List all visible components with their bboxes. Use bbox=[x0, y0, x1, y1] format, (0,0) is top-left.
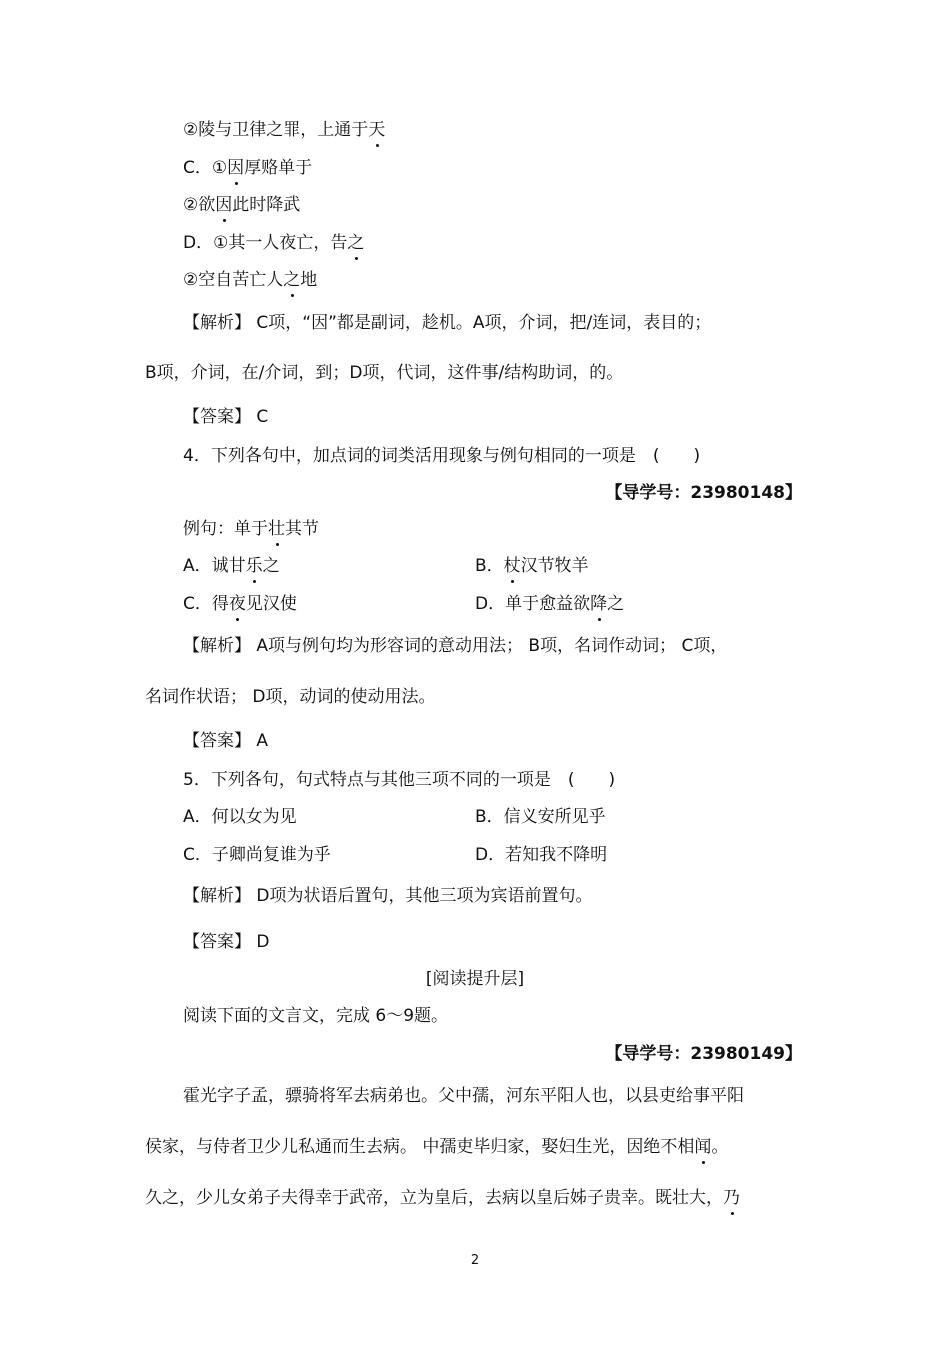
dotted-char: 因 bbox=[215, 195, 233, 215]
text: ②欲 bbox=[183, 195, 216, 215]
option-5d: D．若知我不降明 bbox=[475, 845, 608, 865]
text: 例句：单于 bbox=[183, 519, 268, 539]
answer-3: 【答案】 C bbox=[183, 407, 269, 427]
option-4d bbox=[475, 593, 624, 615]
analysis-5: 【解析】 D项为状语后置句，其他三项为宾语前置句。 bbox=[183, 886, 593, 906]
dotted-char: 闻 bbox=[694, 1137, 712, 1157]
dotted-char: 之 bbox=[283, 270, 301, 290]
option-d-line-1 bbox=[183, 232, 364, 254]
text: A．诚甘 bbox=[183, 556, 246, 576]
section-heading: [阅读提升层] bbox=[425, 969, 525, 989]
reading-instruction: 阅读下面的文言文，完成 6～9题。 bbox=[183, 1006, 449, 1026]
dotted-char: 天 bbox=[368, 120, 386, 140]
guide-number-2: 【导学号：23980149】 bbox=[605, 1044, 802, 1064]
option-4b bbox=[475, 555, 589, 577]
text: 此时降武 bbox=[232, 195, 301, 215]
option-5b: B．信义安所见乎 bbox=[475, 807, 606, 827]
text: 厚赂单于 bbox=[244, 158, 313, 178]
analysis-4-line-2: 名词作状语； D项，动词的使动用法。 bbox=[145, 687, 436, 707]
text: 汉节牧羊 bbox=[520, 556, 589, 576]
analysis-3-line-2: B项，介词，在/介词，到；D项，代词，这件事/结构助词，的。 bbox=[145, 363, 624, 383]
option-d-line-2 bbox=[183, 269, 317, 291]
text: C．① bbox=[183, 158, 228, 178]
dotted-char: 之 bbox=[347, 233, 365, 253]
example-sentence bbox=[183, 518, 319, 540]
passage-line-3 bbox=[145, 1187, 740, 1209]
text: ②空自苦亡人 bbox=[183, 270, 284, 290]
text: 之 bbox=[262, 556, 280, 576]
dotted-char: 乃 bbox=[723, 1188, 740, 1208]
text: 之 bbox=[607, 594, 625, 614]
text: C．得 bbox=[183, 594, 229, 614]
passage-line-2 bbox=[145, 1136, 728, 1158]
option-c-line-2 bbox=[183, 194, 300, 216]
option-b-line-2 bbox=[183, 119, 385, 141]
answer-4: 【答案】 A bbox=[183, 731, 269, 751]
text: 见汉使 bbox=[245, 594, 297, 614]
option-5c: C．子卿尚复谁为乎 bbox=[183, 845, 331, 865]
dotted-char: 夜 bbox=[228, 594, 246, 614]
dotted-char: 壮 bbox=[268, 519, 285, 539]
text: D．单于愈益欲 bbox=[475, 594, 591, 614]
dotted-char: 因 bbox=[227, 158, 245, 178]
text: 。 bbox=[711, 1137, 729, 1157]
option-4c bbox=[183, 593, 297, 615]
text: 地 bbox=[300, 270, 318, 290]
passage-line-1: 霍光字子孟，骠骑将军去病弟也。父中孺，河东平阳人也，以县吏给事平阳 bbox=[183, 1086, 744, 1106]
text: ②陵与卫律之罪，上通于 bbox=[183, 120, 369, 140]
text: B． bbox=[475, 556, 504, 576]
dotted-char: 杖 bbox=[503, 556, 521, 576]
guide-number-1: 【导学号：23980148】 bbox=[605, 483, 802, 503]
text: D．①其一人夜亡，告 bbox=[183, 233, 348, 253]
dotted-char: 降 bbox=[590, 594, 608, 614]
page-number: 2 bbox=[470, 1253, 480, 1268]
option-c-line-1 bbox=[183, 157, 312, 179]
dotted-char: 乐 bbox=[245, 556, 263, 576]
analysis-3-line-1: 【解析】 C项，“因”都是副词，趁机。A项，介词，把/连词，表目的； bbox=[183, 313, 712, 333]
text: 其节 bbox=[285, 519, 319, 539]
option-4a bbox=[183, 555, 280, 577]
question-5: 5．下列各句，句式特点与其他三项不同的一项是 ( ) bbox=[183, 770, 616, 790]
text: 久之，少儿女弟子夫得幸于武帝，立为皇后，去病以皇后姊子贵幸。既壮大， bbox=[145, 1188, 723, 1208]
analysis-4-line-1: 【解析】 A项与例句均为形容词的意动用法； B项，名词作动词； C项， bbox=[183, 636, 728, 656]
question-4: 4．下列各句中，加点词的词类活用现象与例句相同的一项是 ( ) bbox=[183, 446, 701, 466]
option-5a: A．何以女为见 bbox=[183, 807, 297, 827]
text: 侯家，与侍者卫少儿私通而生去病。 中孺吏毕归家，娶妇生光，因绝不相 bbox=[145, 1137, 695, 1157]
answer-5: 【答案】 D bbox=[183, 932, 270, 952]
